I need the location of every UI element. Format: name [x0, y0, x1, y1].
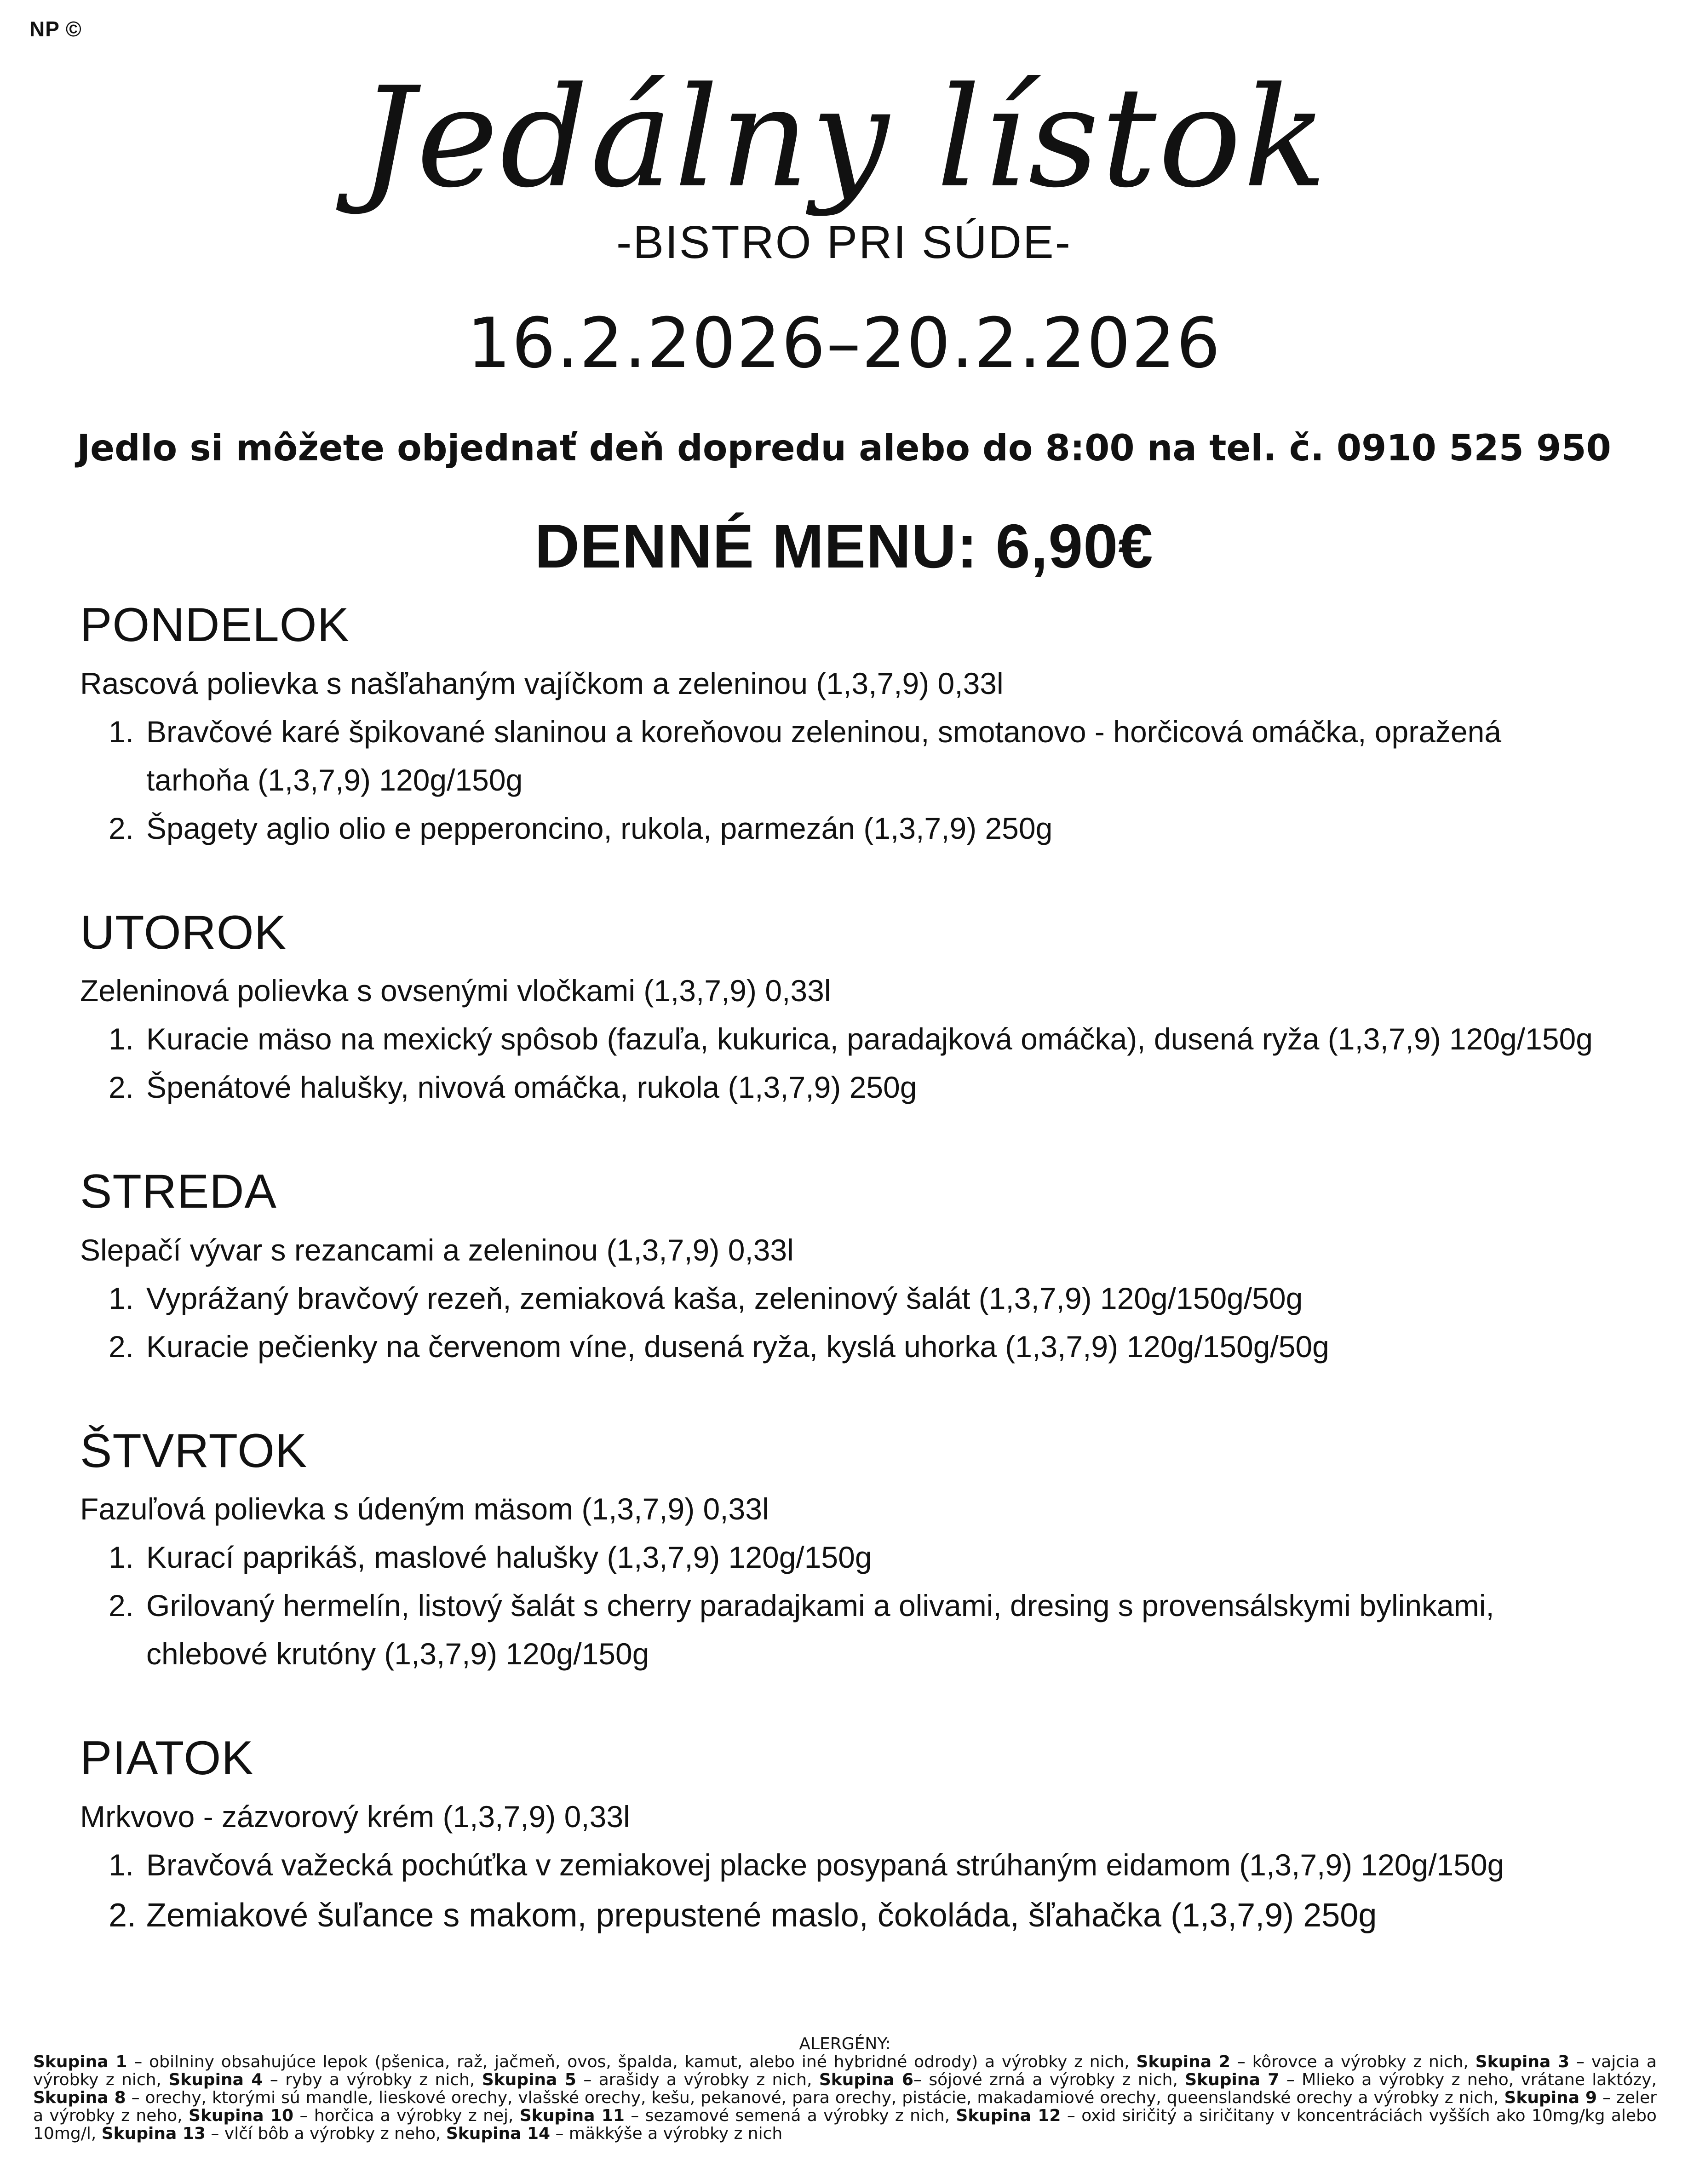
meal-item [80, 1063, 1612, 1112]
meal-item [80, 1533, 1612, 1582]
allergen-group [33, 2088, 1504, 2107]
day-name: ŠTVRTOK [80, 1424, 308, 1478]
soup: Rascová polievka s našľahaným vajíčkom a zeleninou (1,3,7,9) 0,33l [80, 666, 1004, 700]
allergen-group-label: Skupina 14 [446, 2124, 551, 2143]
allergen-group-label: Skupina 12 [956, 2106, 1061, 2125]
meal-number: 2. [109, 1329, 134, 1364]
meal-item [80, 708, 1612, 804]
meal-number: 1. [109, 1847, 134, 1882]
allergen-group-label: Skupina 1 [33, 2052, 127, 2071]
allergen-group-label: Skupina 3 [1475, 2052, 1570, 2071]
meal-number: 1. [109, 1540, 134, 1575]
meal-text: Špenátové halušky, nivová omáčka, rukola (1,3,7,9) 250g [146, 1070, 917, 1105]
meal-number: 1. [109, 1022, 134, 1056]
meal-number: 2. [109, 1588, 134, 1623]
meal-item [80, 1323, 1612, 1371]
meal-text: Kurací paprikáš, maslové halušky (1,3,7,9) 120g/150g [146, 1540, 872, 1575]
allergen-group [102, 2124, 446, 2143]
allergen-group [168, 2070, 482, 2089]
allergen-group-text: – oxid siričitý a siričitany v koncentráciách vyšších ako 10mg/kg alebo 10mg/l, [33, 2106, 1657, 2143]
day-name: UTOROK [80, 906, 287, 959]
allergen-group [189, 2106, 520, 2125]
soup: Fazuľová polievka s údeným mäsom (1,3,7,9) 0,33l [80, 1492, 769, 1526]
allergen-group-label: Skupina 11 [519, 2106, 625, 2125]
allergen-group-text: – orechy, ktorými sú mandle, lieskové orechy, vlašské orechy, kešu, pekanové, para orechy, pistácie, makadamiové orechy, queenslandské orechy a výrobky z nich, [126, 2088, 1504, 2107]
date-range: 16.2.2026–20.2.2026 [467, 304, 1221, 384]
allergen-group-text: – obilniny obsahujúce lepok (pšenica, raž, jačmeň, ovos, špalda, kamut, alebo iné hybridné odrody) a výrobky z nich, [127, 2052, 1137, 2071]
meal-text: Bravčové karé špikované slaninou a koreňovou zeleninou, smotanovo - horčicová omáčka, opražená tarhoňa (1,3,7,9) 120g/150g [146, 714, 1502, 797]
allergen-group-label: Skupina 4 [168, 2070, 263, 2089]
allergen-group [1136, 2052, 1475, 2071]
day-tuesday [80, 906, 1612, 1112]
meal-text: Vyprážaný bravčový rezeň, zemiaková kaša, zeleninový šalát (1,3,7,9) 120g/150g/50g [146, 1281, 1303, 1315]
allergens-text [33, 2053, 1657, 2143]
meal-item [80, 1841, 1612, 1889]
allergen-group [446, 2124, 782, 2143]
meal-number: 1. [109, 714, 134, 749]
allergen-group-text: – Mlieko a výrobky z neho, vrátane laktózy, [1279, 2070, 1657, 2089]
allergen-group-label: Skupina 7 [1185, 2070, 1280, 2089]
allergen-group-text: – vlčí bôb a výrobky z neho, [205, 2124, 446, 2143]
allergen-group-label: Skupina 6 [819, 2070, 913, 2089]
day-wednesday [80, 1164, 1612, 1371]
weekly-menu [80, 598, 1612, 1995]
meal-item [80, 1015, 1612, 1063]
meal-list [80, 1533, 1612, 1678]
allergen-group-text: – kôrovce a výrobky z nich, [1230, 2052, 1476, 2071]
allergen-group [1185, 2070, 1657, 2089]
meal-number: 1. [109, 1281, 134, 1315]
daily-menu-price: DENNÉ MENU: 6,90€ [534, 511, 1154, 581]
allergen-group-label: Skupina 10 [189, 2106, 294, 2125]
allergen-group [819, 2070, 1185, 2089]
meal-number: 2. [109, 1897, 137, 1934]
allergen-group-text: – horčica a výrobky z nej, [293, 2106, 520, 2125]
meal-text: Špagety aglio olio e pepperoncino, rukola, parmezán (1,3,7,9) 250g [146, 811, 1053, 845]
day-name: PIATOK [80, 1731, 254, 1785]
meal-text: Bravčová važecká pochúťka v zemiakovej placke posypaná strúhaným eidamom (1,3,7,9) 120g/150g [146, 1847, 1504, 1882]
soup: Mrkvovo - zázvorový krém (1,3,7,9) 0,33l [80, 1799, 630, 1834]
meal-text: Zemiakové šuľance s makom, prepustené maslo, čokoláda, šľahačka (1,3,7,9) 250g [146, 1897, 1377, 1934]
allergen-group-text: – zeler a výrobky z neho, [33, 2088, 1657, 2125]
allergen-group-text: – ryby a výrobky z nich, [263, 2070, 482, 2089]
meal-number: 2. [109, 1070, 134, 1105]
meal-text: Kuracie mäso na mexický spôsob (fazuľa, kukurica, paradajková omáčka), dusená ryža (1,3,7,9) 120g/150g [146, 1022, 1593, 1056]
allergen-group [520, 2106, 956, 2125]
day-monday [80, 598, 1612, 853]
allergen-group-label: Skupina 8 [33, 2088, 126, 2107]
allergen-group-label: Skupina 5 [482, 2070, 576, 2089]
meal-text: Kuracie pečienky na červenom víne, dusená ryža, kyslá uhorka (1,3,7,9) 120g/150g/50g [146, 1329, 1329, 1364]
allergens-title: ALERGÉNY: [799, 2035, 891, 2053]
day-thursday [80, 1424, 1612, 1679]
meal-item [80, 1582, 1612, 1678]
day-friday [80, 1731, 1612, 1942]
allergen-group-text: – vajcia a výrobky z nich, [33, 2052, 1657, 2089]
meal-number: 2. [109, 811, 134, 845]
allergens-legend [33, 2035, 1657, 2143]
bistro-name: -BISTRO PRI SÚDE- [616, 217, 1072, 268]
meal-item [80, 1889, 1612, 1942]
meal-list [80, 1274, 1612, 1371]
meal-list [80, 1015, 1612, 1112]
allergen-group-label: Skupina 13 [101, 2124, 206, 2143]
allergen-group-text: – arašidy a výrobky z nich, [576, 2070, 819, 2089]
copyright-mark: NP © [29, 17, 82, 41]
order-note: Jedlo si môžete objednať deň dopredu alebo do 8:00 na tel. č. 0910 525 950 [77, 428, 1611, 469]
soup: Zeleninová polievka s ovsenými vločkami (1,3,7,9) 0,33l [80, 974, 831, 1008]
day-name: PONDELOK [80, 598, 350, 652]
allergen-group-label: Skupina 2 [1136, 2052, 1230, 2071]
allergen-group-label: Skupina 9 [1504, 2088, 1597, 2107]
soup: Slepačí vývar s rezancami a zeleninou (1,3,7,9) 0,33l [80, 1232, 794, 1267]
allergen-group [482, 2070, 819, 2089]
allergen-group [33, 2052, 1136, 2071]
meal-list [80, 1841, 1612, 1942]
meal-item [80, 1274, 1612, 1323]
meal-item [80, 804, 1612, 853]
meal-list [80, 708, 1612, 853]
menu-title: Jedálny lístok [359, 57, 1329, 218]
meal-text: Grilovaný hermelín, listový šalát s cherry paradajkami a olivami, dresing s provensálskymi bylinkami, chlebové krutóny (1,3,7,9) 120g/150g [146, 1588, 1494, 1671]
allergen-group-text: – sójové zrná a výrobky z nich, [913, 2070, 1185, 2089]
allergen-group-text: – mäkkýše a výrobky z nich [550, 2124, 783, 2143]
allergen-group-text: – sezamové semená a výrobky z nich, [624, 2106, 956, 2125]
day-name: STREDA [80, 1165, 277, 1219]
